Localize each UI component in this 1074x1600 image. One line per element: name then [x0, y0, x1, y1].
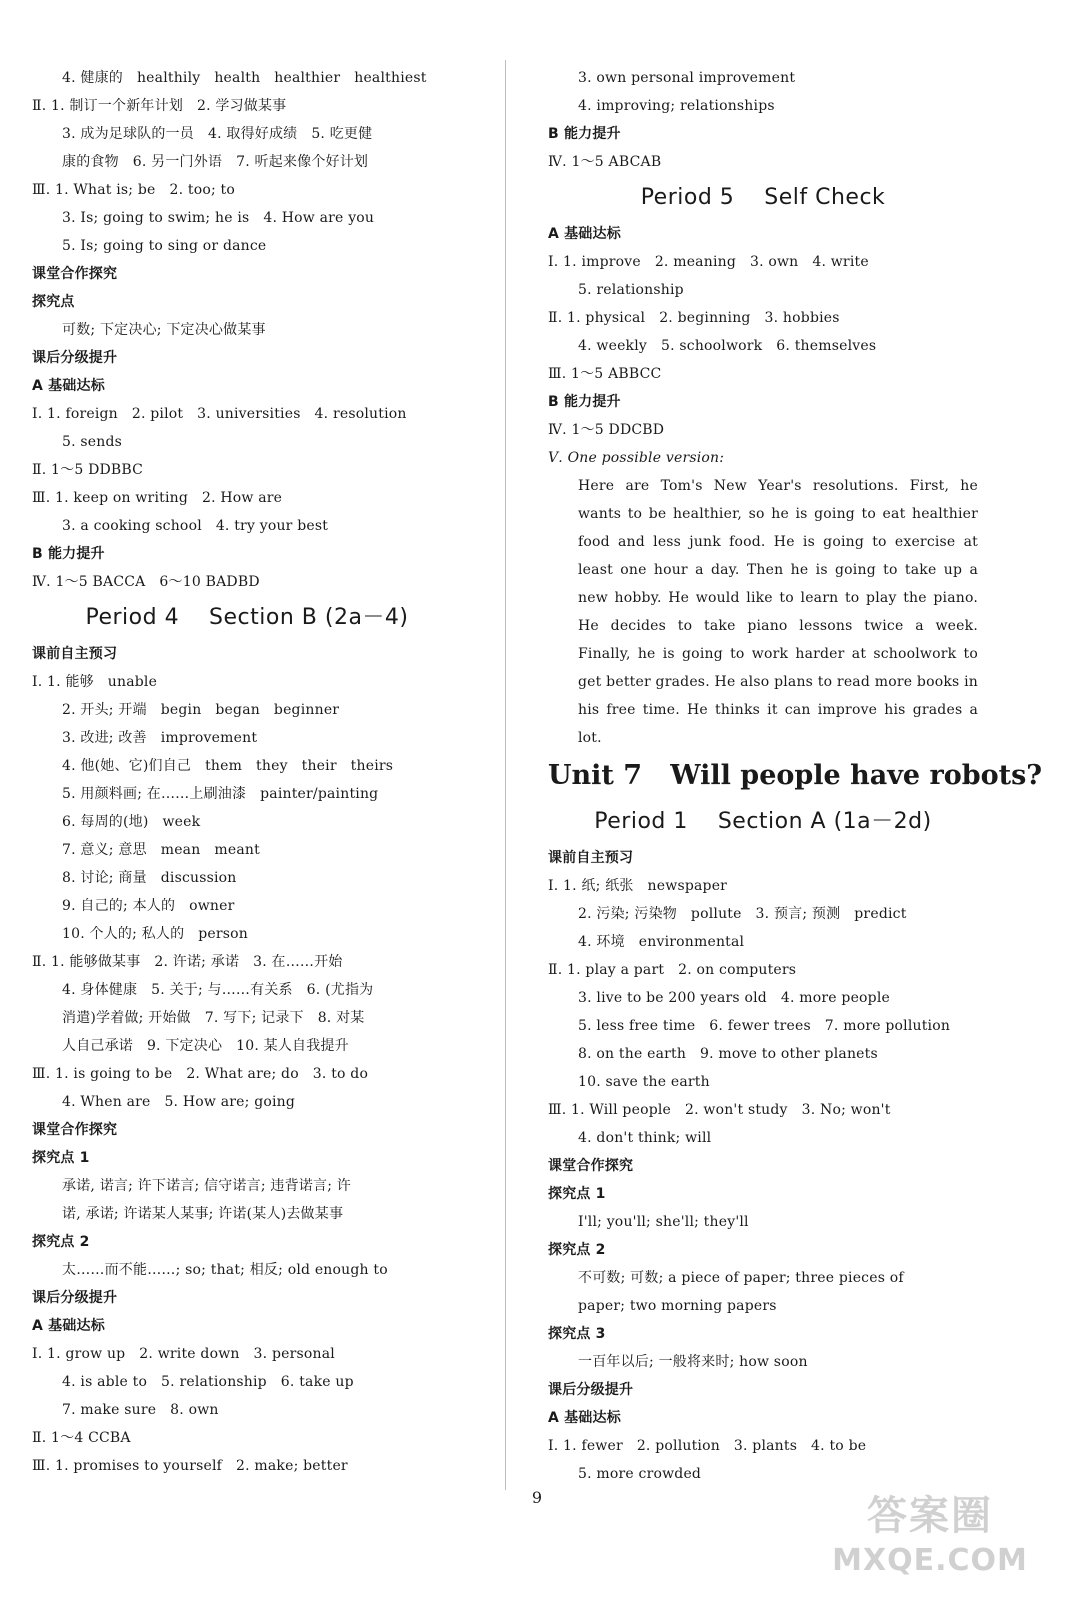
answer-line: 10. save the earth — [578, 1074, 710, 1090]
watermark-bottom: MXQE.COM — [832, 1543, 1028, 1578]
section-heading: 探究点 3 — [548, 1326, 606, 1342]
answer-line: Ⅰ. 1. improve 2. meaning 3. own 4. write — [548, 254, 869, 270]
answer-line: Ⅰ. 1. grow up 2. write down 3. personal — [32, 1346, 335, 1362]
answer-line: 5. sends — [62, 434, 123, 450]
answer-line: 人自己承诺 9. 下定决心 10. 某人自我提升 — [62, 1038, 349, 1054]
answer-line: 6. 每周的(地) week — [62, 814, 201, 830]
answer-line: 消遣)学着做; 开始做 7. 写下; 记录下 8. 对某 — [62, 1010, 365, 1026]
answer-line: Ⅳ. 1～5 ABCAB — [548, 154, 662, 170]
answer-line: 4. 健康的 healthily health healthier healthiest — [62, 70, 427, 86]
answer-line: 4. 他(她、它)们自己 them they their theirs — [62, 758, 394, 774]
answer-line: I'll; you'll; she'll; they'll — [578, 1214, 749, 1230]
answer-line: Ⅰ. 1. fewer 2. pollution 3. plants 4. to be — [548, 1438, 867, 1454]
section-heading: B 能力提升 — [548, 394, 621, 410]
answer-line: 5. more crowded — [578, 1466, 702, 1482]
page-number: 9 — [531, 1488, 543, 1507]
answer-line: 4. 环境 environmental — [578, 934, 745, 950]
answer-line: 承诺, 诺言; 许下诺言; 信守诺言; 违背诺言; 许 — [62, 1178, 351, 1194]
section-heading: 探究点 1 — [32, 1150, 90, 1166]
answer-line: 5. less free time 6. fewer trees 7. more pollution — [578, 1018, 951, 1034]
answer-line: Ⅰ. 1. 纸; 纸张 newspaper — [548, 878, 728, 894]
section-heading: 探究点 — [32, 294, 75, 310]
section-heading: 探究点 2 — [548, 1242, 606, 1258]
section-heading: 课前自主预习 — [32, 646, 118, 662]
answer-line: 不可数; 可数; a piece of paper; three pieces of — [578, 1270, 904, 1286]
answer-line: paper; two morning papers — [578, 1298, 777, 1314]
answer-line: Ⅳ. 1～5 DDCBD — [548, 422, 665, 438]
answer-line: Ⅴ. One possible version: — [548, 450, 725, 466]
answer-line: Ⅱ. 1. 能够做某事 2. 许诺; 承诺 3. 在……开始 — [32, 954, 343, 970]
answer-line: 8. on the earth 9. move to other planets — [578, 1046, 878, 1062]
answer-line: Ⅳ. 1～5 BACCA 6～10 BADBD — [32, 574, 260, 590]
section-heading: B 能力提升 — [32, 546, 105, 562]
answer-line: 5. 用颜料画; 在……上刷油漆 painter/painting — [62, 786, 379, 802]
section-heading: 课堂合作探究 — [32, 266, 118, 282]
answer-line: 4. weekly 5. schoolwork 6. themselves — [578, 338, 877, 354]
answer-line: 7. make sure 8. own — [62, 1402, 219, 1418]
answer-line: 4. is able to 5. relationship 6. take up — [62, 1374, 354, 1390]
section-heading: 探究点 2 — [32, 1234, 90, 1250]
period-title: Period 5 Self Check — [640, 185, 886, 210]
answer-line: 康的食物 6. 另一门外语 7. 听起来像个好计划 — [62, 154, 369, 170]
answer-line: Ⅱ. 1～4 CCBA — [32, 1430, 131, 1446]
answer-line: Ⅲ. 1. keep on writing 2. How are — [32, 490, 283, 506]
answer-line: 3. a cooking school 4. try your best — [62, 518, 329, 534]
watermark-top: 答案圈 — [867, 1493, 993, 1539]
answer-line: 4. don't think; will — [578, 1130, 712, 1146]
section-heading: 课后分级提升 — [32, 350, 118, 366]
answer-line: Ⅲ. 1. What is; be 2. too; to — [32, 182, 235, 198]
section-heading: 课后分级提升 — [32, 1290, 118, 1306]
section-heading: A 基础达标 — [548, 226, 621, 242]
answer-line: 可数; 下定决心; 下定决心做某事 — [62, 322, 266, 338]
answer-line: 4. When are 5. How are; going — [62, 1094, 296, 1110]
answer-line: Ⅱ. 1～5 DDBBC — [32, 462, 144, 478]
answer-line: 7. 意义; 意思 mean meant — [62, 842, 260, 858]
period-title: Period 1 Section A (1a－2d) — [594, 809, 932, 834]
section-heading: 课前自主预习 — [548, 850, 634, 866]
answer-line: 一百年以后; 一般将来时; how soon — [578, 1354, 808, 1370]
answer-line: Ⅲ. 1～5 ABBCC — [548, 366, 662, 382]
section-heading: B 能力提升 — [548, 126, 621, 142]
answer-line: 3. Is; going to swim; he is 4. How are you — [62, 210, 375, 226]
answer-line: 2. 开头; 开端 begin began beginner — [62, 702, 340, 718]
answer-line: 3. live to be 200 years old 4. more people — [578, 990, 891, 1006]
answer-line: 2. 污染; 污染物 pollute 3. 预言; 预测 predict — [578, 906, 907, 922]
answer-line: 5. Is; going to sing or dance — [62, 238, 267, 254]
answer-line: 诺, 承诺; 许诺某人某事; 许诺(某人)去做某事 — [62, 1206, 344, 1222]
section-heading: A 基础达标 — [548, 1410, 621, 1426]
answer-line: 8. 讨论; 商量 discussion — [62, 870, 237, 886]
answer-line: 太……而不能……; so; that; 相反; old enough to — [62, 1262, 388, 1278]
answer-line: Ⅱ. 1. play a part 2. on computers — [548, 962, 797, 978]
section-heading: A 基础达标 — [32, 378, 105, 394]
unit-title: Unit 7 Will people have robots? — [548, 760, 1043, 791]
answer-line: 4. 身体健康 5. 关于; 与……有关系 6. (尤指为 — [62, 982, 374, 998]
sample-essay: Here are Tom's New Year's resolutions. First, he wants to be healthier, so he is going to eat healthier food and less junk food. He is going to exercise at least one hour a day. Then he is going to take up a new hobby. He would like to learn to play the piano. He decides to take piano lessons twice a week. Finally, he is going to work harder at schoolwork to get better grades. He also plans to read more books in his free time. He thinks it can improve his grades a lot. — [578, 478, 978, 746]
section-heading: 课堂合作探究 — [32, 1122, 118, 1138]
column-divider — [505, 60, 506, 1490]
answer-line: Ⅲ. 1. is going to be 2. What are; do 3. to do — [32, 1066, 369, 1082]
left-column — [32, 64, 462, 1480]
answer-line: Ⅲ. 1. promises to yourself 2. make; better — [32, 1458, 348, 1474]
answer-line: 10. 个人的; 私人的 person — [62, 926, 249, 942]
answer-line: 3. 改进; 改善 improvement — [62, 730, 258, 746]
answer-line: Ⅱ. 1. physical 2. beginning 3. hobbies — [548, 310, 840, 326]
answer-line: Ⅰ. 1. foreign 2. pilot 3. universities 4. resolution — [32, 406, 407, 422]
section-heading: 课后分级提升 — [548, 1382, 634, 1398]
section-heading: 探究点 1 — [548, 1186, 606, 1202]
answer-line: 9. 自己的; 本人的 owner — [62, 898, 235, 914]
period-title: Period 4 Section B (2a－4) — [85, 605, 409, 630]
answer-line: Ⅱ. 1. 制订一个新年计划 2. 学习做某事 — [32, 98, 287, 114]
answer-line: Ⅰ. 1. 能够 unable — [32, 674, 158, 690]
watermark-logo — [830, 1490, 1030, 1590]
right-column — [548, 64, 1043, 1488]
section-heading: 课堂合作探究 — [548, 1158, 634, 1174]
answer-line: 4. improving; relationships — [578, 98, 775, 114]
section-heading: A 基础达标 — [32, 1318, 105, 1334]
answer-line: 3. own personal improvement — [578, 70, 796, 86]
answer-line: Ⅲ. 1. Will people 2. won't study 3. No; won't — [548, 1102, 891, 1118]
answer-line: 5. relationship — [578, 282, 684, 298]
answer-line: 3. 成为足球队的一员 4. 取得好成绩 5. 吃更健 — [62, 126, 373, 142]
